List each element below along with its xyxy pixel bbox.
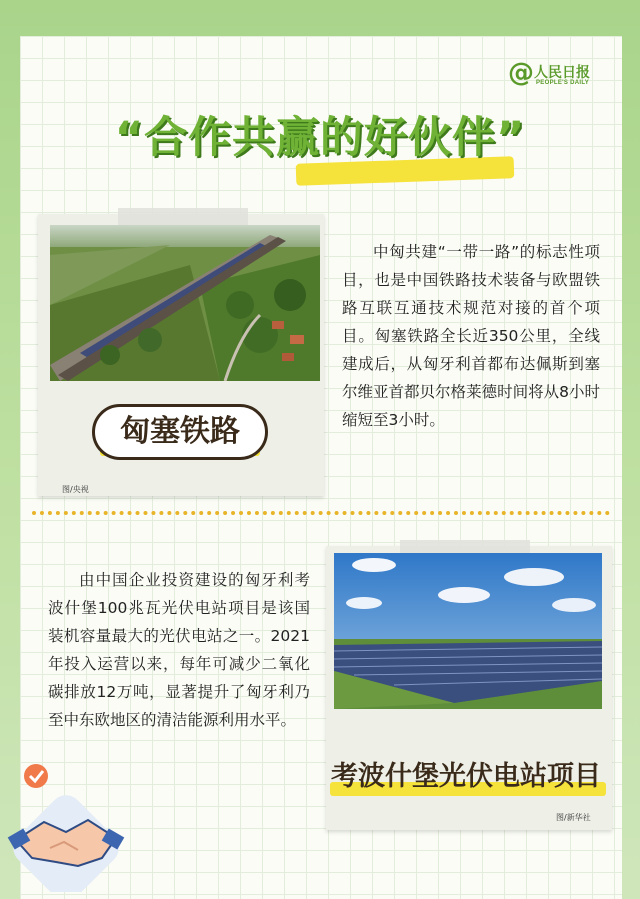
solar-photo <box>334 553 602 709</box>
solar-photo-credit: 图/新华社 <box>556 813 591 822</box>
peoples-daily-logo <box>508 58 600 92</box>
logo-at-icon: @ <box>508 58 534 88</box>
check-badge-icon <box>24 764 48 788</box>
solar-description: 由中国企业投资建设的匈牙利考波什堡100兆瓦光伏电站项目是该国装机容量最大的光伏电站之一。2021年投入运营以来，每年可减少二氧化碳排放12万吨，显著提升了匈牙利乃至中东欧地区的清洁能源利用水平。 <box>48 571 310 729</box>
solar-farm-image <box>334 553 602 709</box>
railway-description: 中匈共建“一带一路”的标志性项目，也是中国铁路技术装备与欧盟铁路互联互通技术规范对接的首个项目。匈塞铁路全长近350公里，全线建成后，从匈牙利首都布达佩斯到塞尔维亚首都贝尔格莱德时间将从8小时缩短至3小时。 <box>342 243 600 429</box>
logo-name: 人民日报 <box>534 65 590 81</box>
solar-label: 考波什堡光伏电站项目 <box>331 761 601 792</box>
dotted-divider <box>32 511 610 515</box>
railway-label: 匈塞铁路 <box>92 404 268 460</box>
logo-english: PEOPLE'S DAILY <box>536 80 590 86</box>
railway-aerial-image <box>50 225 320 381</box>
handshake-icon <box>6 762 126 892</box>
railway-photo-credit: 图/央视 <box>62 485 89 494</box>
railway-photo <box>50 225 320 381</box>
page-title: “合作共赢的好伙伴” <box>114 113 526 163</box>
